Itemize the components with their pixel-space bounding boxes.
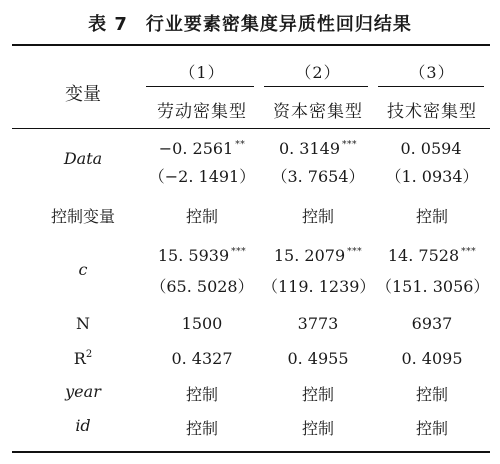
row-data-tstat-2: （3. 7654） bbox=[271, 167, 365, 186]
row-c-coef-1: 15. 5939 *** bbox=[157, 246, 247, 265]
row-controls-value-1: 控制 bbox=[185, 207, 218, 226]
significance-stars: *** bbox=[347, 247, 363, 257]
significance-stars: *** bbox=[231, 247, 247, 257]
header-subrule-1 bbox=[146, 86, 254, 87]
header-subrule-3 bbox=[378, 86, 484, 87]
row-c-tstat-3: （151. 3056） bbox=[376, 277, 490, 296]
row-controls-label: 控制变量 bbox=[50, 207, 115, 226]
row-year-label: year bbox=[65, 382, 101, 401]
header-bottom-rule bbox=[12, 128, 490, 129]
row-data-label: Data bbox=[63, 149, 103, 168]
row-data-tstat-1: （−2. 1491） bbox=[148, 167, 256, 186]
row-year-value-1: 控制 bbox=[185, 385, 218, 404]
row-n-value-2: 3773 bbox=[297, 314, 339, 333]
r2-superscript: 2 bbox=[85, 349, 93, 360]
bottom-rule bbox=[12, 451, 490, 453]
header-column-3-type: 技术密集型 bbox=[387, 102, 477, 122]
row-id-value-2: 控制 bbox=[301, 419, 334, 438]
header-column-1-number: （1） bbox=[179, 63, 225, 82]
table-number: 表 7 bbox=[88, 14, 128, 35]
header-column-1-type: 劳动密集型 bbox=[157, 102, 247, 122]
row-n-value-1: 1500 bbox=[181, 314, 223, 333]
row-data-tstat-3: （1. 0934） bbox=[385, 167, 479, 186]
header-subrule-2 bbox=[264, 86, 368, 87]
row-id-value-1: 控制 bbox=[185, 419, 218, 438]
row-controls-value-3: 控制 bbox=[415, 207, 448, 226]
table-caption bbox=[0, 10, 500, 36]
header-column-2-number: （2） bbox=[295, 63, 341, 82]
header-column-3-number: （3） bbox=[409, 63, 455, 82]
row-year-value-2: 控制 bbox=[301, 385, 334, 404]
row-data-coef-1: −0. 2561 ** bbox=[158, 139, 246, 158]
row-r2-value-3: 0. 4095 bbox=[401, 349, 463, 368]
row-year-value-3: 控制 bbox=[415, 385, 448, 404]
row-c-coef-3: 14. 7528 *** bbox=[387, 246, 477, 265]
row-r2-label: $R^2$ bbox=[73, 349, 93, 368]
significance-stars: *** bbox=[342, 140, 358, 150]
row-r2-value-2: 0. 4955 bbox=[287, 349, 349, 368]
row-data-coef-2: 0. 3149 *** bbox=[278, 139, 358, 158]
row-id-value-3: 控制 bbox=[415, 419, 448, 438]
row-data-coef-3: 0. 0594 bbox=[400, 139, 462, 158]
row-c-label: c bbox=[78, 260, 88, 279]
row-c-tstat-1: （65. 5028） bbox=[150, 277, 254, 296]
row-n-label: N bbox=[76, 314, 90, 333]
top-rule bbox=[12, 44, 490, 46]
row-id-label: id bbox=[75, 416, 91, 435]
table-title: 行业要素密集度异质性回归结果 bbox=[145, 14, 412, 35]
significance-stars: ** bbox=[235, 140, 246, 150]
significance-stars: *** bbox=[461, 247, 477, 257]
row-r2-value-1: 0. 4327 bbox=[171, 349, 233, 368]
row-n-value-3: 6937 bbox=[411, 314, 453, 333]
row-c-coef-2: 15. 2079 *** bbox=[273, 246, 363, 265]
row-c-tstat-2: （119. 1239） bbox=[262, 277, 376, 296]
row-controls-value-2: 控制 bbox=[301, 207, 334, 226]
header-variable-label: 变量 bbox=[65, 84, 101, 105]
header-column-2-type: 资本密集型 bbox=[273, 102, 363, 122]
